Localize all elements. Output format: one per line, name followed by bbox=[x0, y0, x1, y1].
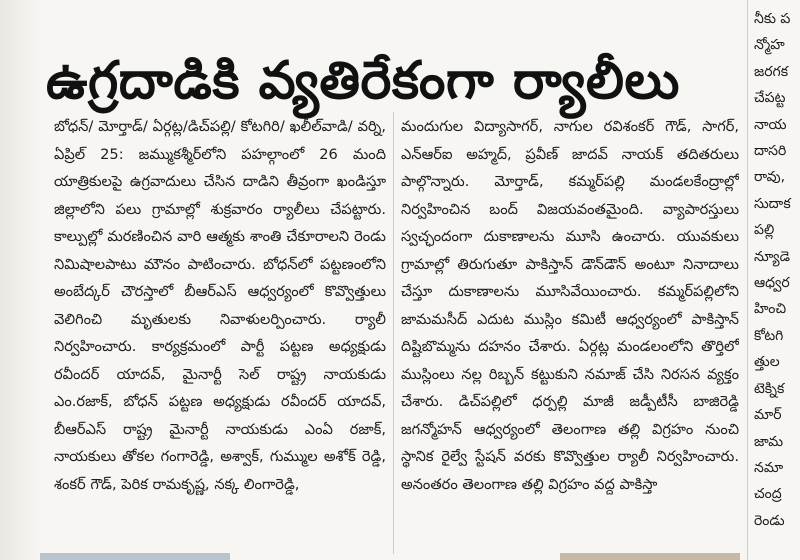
adjacent-column-line: రెండు bbox=[754, 512, 785, 529]
adjacent-column-line: పల్లి bbox=[754, 222, 775, 239]
article-column-2 bbox=[401, 113, 739, 553]
adjacent-column-line: టెక్నిక bbox=[754, 380, 785, 397]
adjacent-column-line: సుదాక bbox=[754, 195, 791, 212]
adjacent-column-line: దాసరి bbox=[754, 143, 787, 160]
adjacent-column-line: త్తుల bbox=[754, 354, 780, 371]
adjacent-column-line: ఆధ్వర bbox=[754, 275, 790, 292]
photo-edge bbox=[560, 553, 740, 560]
adjacent-column-line: కోటగి bbox=[754, 327, 784, 344]
column-divider bbox=[747, 0, 748, 560]
adjacent-column-line: హించి bbox=[754, 301, 787, 318]
adjacent-column-line: మార్ bbox=[754, 407, 782, 424]
adjacent-page-edge bbox=[0, 0, 40, 560]
adjacent-column-line: నమా bbox=[754, 459, 784, 476]
adjacent-column-line: చేపట్ట bbox=[754, 90, 786, 107]
article-body-text: మందుగుల విద్యాసాగర్, నాగుల రవిశంకర్ గౌడ్, సాగర్, ఎన్‌ఆర్‌ఐ అహ్మద్, ప్రవీణ్ జాదవ్ నాయక్ తదితరులు పాల్గొన్నారు. మోర్తాడ్, కమ్మర్‌పల్లి మండలకేంద్రాల్లో నిర్వహించిన బంద్ విజయవంతమైంది. వ్యాపారస్తులు స్వచ్ఛందంగా దుకాణాలను మూసి ఉంచారు. యువకులు గ్రామాల్లో తిరుగుతూ పాకిస్తాన్ డౌన్‌డౌన్ అంటూ నినాదాలు చేస్తూ దుకాణాలను మూసివేయించారు. కమ్మర్‌పల్లిలోని జామమసీద్ ఎదుట ముస్లిం కమిటీ ఆధ్వర్యంలో పాకిస్తాన్ దిష్టిబొమ్మను దహనం చేశారు. ఏర్గట్ల మండలంలోని తొర్తిలో ముస్లింలు నల్ల రిబ్బన్ కట్టుకుని నమాజ్ చేసి నిరసన వ్యక్తం చేశారు. డిచ్‌పల్లిలో ధర్పల్లి మాజీ జడ్పీటీసీ బాజిరెడ్డి జగన్మోహన్ ఆధ్వర్యంలో తెలంగాణ తల్లి విగ్రహం నుంచి స్థానిక రైల్వే స్టేషన్ వరకు కొవ్వొత్తుల ర్యాలీ నిర్వహించారు. అనంతరం తెలంగాణ తల్లి విగ్రహం వద్ద పాకిస్తా bbox=[401, 118, 739, 493]
adjacent-column-line: న్మోహ bbox=[754, 37, 785, 54]
article-column-1 bbox=[54, 113, 386, 553]
photo-edge bbox=[40, 553, 230, 560]
adjacent-column-line: చంద్ర bbox=[754, 486, 782, 503]
adjacent-column-line: జామ bbox=[754, 433, 784, 450]
column-divider bbox=[393, 112, 394, 554]
adjacent-column-line: నాయ bbox=[754, 116, 787, 133]
adjacent-column-line: న్యూడె bbox=[754, 248, 790, 265]
adjacent-article-column bbox=[754, 6, 800, 556]
article-body-text: బోధన్/ మోర్తాడ్/ ఏర్గట్ల/డిచ్‌పల్లి/ కోటగిరి/ ఖలీల్‌వాడి/ వర్ని, ఏప్రిల్ 25: జమ్ముకశ్మీర్‌లోని పహల్గాంలో 26 మంది యాత్రికులపై ఉగ్రవాదులు చేసిన దాడిని తీవ్రంగా ఖండిస్తూ జిల్లాలోని పలు గ్రామాల్లో శుక్రవారం ర్యాలీలు చేపట్టారు. కాల్పుల్లో మరణించిన వారి ఆత్మకు శాంతి చేకూరాలని రెండు నిమిషాలపాటు మౌనం పాటించారు. బోధన్‌లో పట్టణంలోని అంబేద్కర్ చౌరస్తాలో బీఆర్‌ఎస్ ఆధ్వర్యంలో కొవ్వొత్తులు వెలిగించి మృతులకు నివాళులర్పించారు. ర్యాలీ నిర్వహించారు. కార్యక్రమంలో పార్టీ పట్టణ అధ్యక్షుడు రవీందర్ యాదవ్, మైనార్టీ సెల్ రాష్ట్ర నాయకుడు ఎం.రజాక్, బోధన్ పట్టణ అధ్యక్షుడు రవీందర్ యాదవ్, బీఆర్‌ఎస్ రాష్ట్ర మైనార్టీ నాయకుడు ఎంఏ రజాక్, నాయకులు తోకల గంగారెడ్డి, అశ్వాక్, గుమ్ముల అశోక్ రెడ్డి, శంకర్ గౌడ్, పెరిక రామకృష్ణ, నక్క లింగారెడ్డి, bbox=[54, 118, 386, 493]
article-headline: ఉగ్రదాడికి వ్యతిరేకంగా ర్యాలీలు bbox=[46, 50, 680, 111]
adjacent-column-line: రావు, bbox=[754, 169, 786, 186]
adjacent-column-line: జరగక bbox=[754, 63, 789, 80]
adjacent-column-line: నీకు ప bbox=[754, 11, 791, 27]
